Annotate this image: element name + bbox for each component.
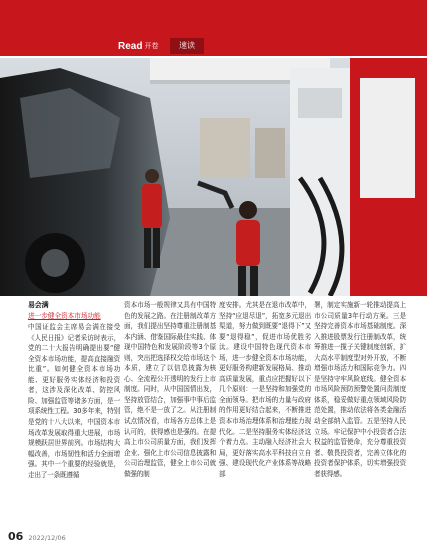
article-column-2: 资本市场一般规律又具有中国特色的发展之路。在注册制改革方面，我们提出坚持尊重注册制基本内涵、借鉴国际最佳实践、体现中国特色和发展阶段等3个原则，突出把选择权交给市场这个本质，建立了以信息披露为核心、全流程公开透明的发行上市制度。同时，从中国国情出发，坚持放管结合，加强事中事后监管，绝不是一放了之。从注册制试点情况看，市场各方总体上是认可的，获得感也是强的。在提高上市公司质量方面，我们发挥企业、强化上市公司信息披露和公司治理监管，健全上市公司就做强的制	[124, 301, 216, 478]
author-name: 易会满	[28, 301, 49, 309]
article-subtitle: 进一步健全资本市场功能	[28, 311, 101, 320]
photo-illustration	[0, 58, 427, 296]
article-column-1	[28, 300, 120, 480]
read-badge	[118, 38, 158, 54]
read-sub-label: 开卷	[144, 42, 159, 50]
page-number: 06	[8, 530, 24, 543]
page-footer	[8, 530, 66, 543]
article-column-4: 署，制定实施新一轮推动提高上市公司质量3年行动方案。三是坚持完善资本市场基础制度。深入推进股票发行注册制改革，统筹推进一揽子关键制度创新，扩大高水平制度型对外开放，不断增强市场活力和国际竞争力。四是坚持守牢风险底线。健全资本市场风险预防预警处置问责制度体系，稳妥做好重点领域风险防范处置，推动依法将各类金融活动全部纳入监管。五是坚持人民立场。牢记保护中小投资者合法权益的监管使命，充分尊重投资者、敬畏投资者，完善立体化的投资者保护体系，切实增强投资者获得感。	[314, 301, 406, 478]
issue-date: 2022/12/06	[28, 534, 66, 542]
article-column-3: 度安排。尤其是在退市改革中，坚持“应退尽退”，拓宽多元退出渠道，努力做到既要“退得下”又要“退得稳”，促进市场优胜劣汰。建设中国特色现代资本市场，进一步健全资本市场功能，更好服务构建新发展格局、推动高质量发展，重点应把握好以下几个原则：一是坚持和加强党的全面领导。把市场的力量与政府的作用更好结合起来，不断推进资本市场治理体系和治理能力现代化。二是坚持服务实体经济这个着力点。主动融入经济社会大局，更好落实高水平科技自立自强、建设现代化产业体系等战略部	[219, 301, 311, 478]
read-label: Read	[118, 40, 143, 52]
header-band	[0, 0, 427, 56]
gas-station-photo	[0, 58, 427, 296]
article-body-1: 中国证监会主席易会满在接受《人民日报》记者采访时表示，党的二十大报告明确提出要“健全资本市场功能，提高直接融资比重”。如何健全资本市场功能、更好服务实体经济和投资者，这涉及深化改革、防控风险、加强监管等诸多方面，是一项系统性工程。30多年来，特别是党的十八大以来，中国资本市场改革发展取得重大进展，市场规模跃居世界前列。市场结构大幅改善，市场韧性和活力全面增强。其中一个重要的经验就是，走出了一条既遵循	[28, 323, 120, 479]
section-tab: 速读	[170, 38, 204, 54]
